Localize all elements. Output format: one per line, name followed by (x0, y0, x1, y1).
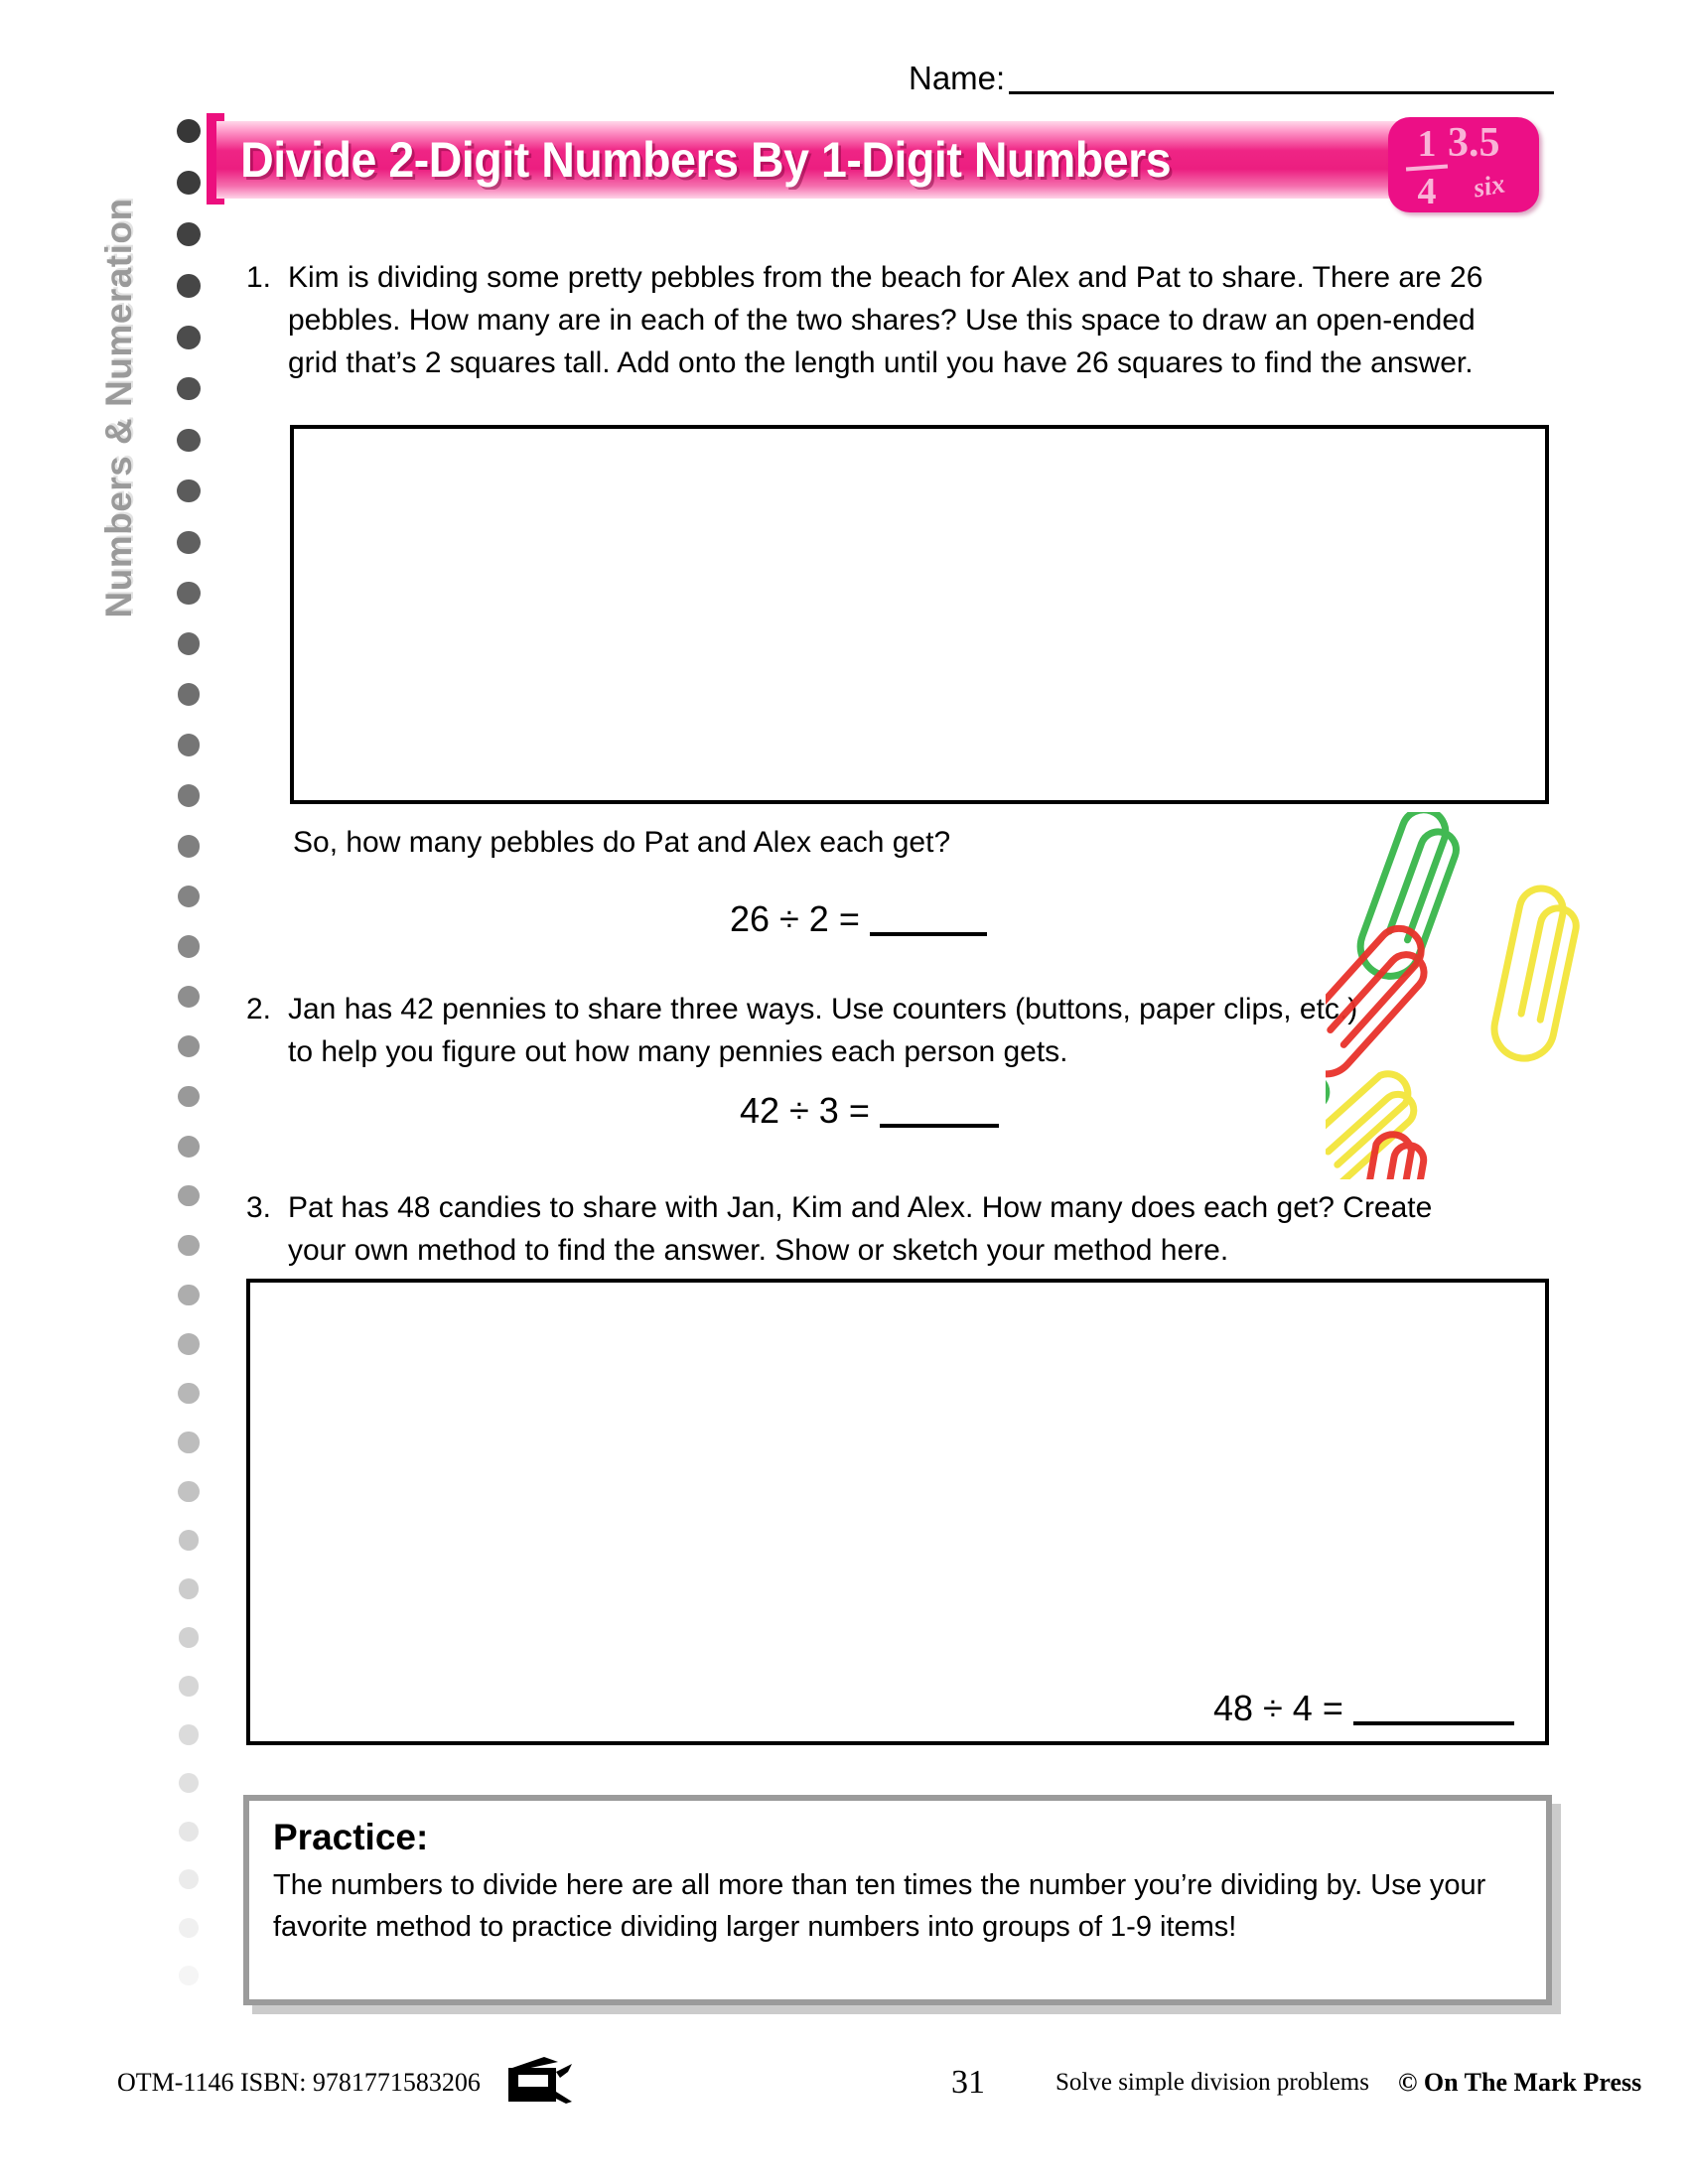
page-number: 31 (951, 2064, 985, 2101)
question-3-text: Pat has 48 candies to share with Jan, Kim and Alex. How many does each get? Create your own method to find the answer. Show or sketch your method here. (288, 1191, 1433, 1267)
equation-2-expression: 42 ÷ 3 = (740, 1090, 870, 1131)
binding-hole (177, 274, 201, 298)
spiral-binding (169, 119, 209, 1985)
equation-1-answer-blank[interactable] (870, 932, 987, 936)
binding-hole (179, 1869, 199, 1889)
binding-hole (179, 1773, 199, 1793)
binding-hole (177, 377, 200, 400)
question-1-number: 1. (246, 261, 272, 294)
binding-hole (178, 734, 201, 756)
binding-hole (177, 222, 201, 246)
equation-1 (730, 898, 987, 940)
name-field-row (909, 62, 1554, 94)
name-write-in-line[interactable] (1009, 62, 1554, 94)
badge-word: six (1471, 168, 1507, 204)
badge-decimal: 3.5 (1448, 120, 1500, 166)
binding-hole (179, 1530, 200, 1551)
binding-hole (177, 171, 201, 195)
question-1 (246, 256, 1502, 384)
binding-hole (177, 119, 201, 143)
binding-hole (178, 886, 200, 907)
badge-fraction (1402, 123, 1452, 212)
question-1-text: Kim is dividing some pretty pebbles from the beach for Alex and Pat to share. There are 26 pebbles. How many are in each of the two shares? Use this space to draw an open-ended grid that’s 2 squares tall. Add onto the length until you have 26 squares to find the answer. (288, 261, 1483, 379)
binding-hole (179, 1627, 200, 1648)
binding-hole (178, 1185, 200, 1207)
binding-hole (178, 986, 200, 1008)
strand-label: Numbers & Numeration (98, 198, 139, 618)
level-badge (1388, 117, 1539, 212)
footer-copyright: © On The Mark Press (1398, 2068, 1642, 2097)
badge-denominator: 4 (1417, 171, 1437, 212)
binding-hole (179, 1918, 199, 1938)
binding-hole (178, 835, 200, 857)
page-footer (117, 2053, 1642, 2113)
question-2 (246, 988, 1378, 1073)
binding-hole (179, 1966, 199, 1985)
binding-hole (179, 1676, 200, 1697)
binding-hole (178, 784, 201, 807)
equation-3-expression: 48 ÷ 4 = (1213, 1688, 1343, 1728)
footer-objective: Solve simple division problems (1055, 2069, 1369, 2096)
work-area-box-1[interactable] (290, 425, 1549, 804)
question-3 (246, 1186, 1468, 1272)
binding-hole (179, 1578, 200, 1599)
binding-hole (177, 326, 201, 349)
practice-text: The numbers to divide here are all more than ten times the number you’re dividing by. Use your favorite method to practice dividing larger numbers into groups of 1-9 items! (273, 1869, 1486, 1943)
equation-2-answer-blank[interactable] (880, 1124, 999, 1128)
equation-3 (1213, 1688, 1514, 1729)
binding-hole (178, 935, 200, 957)
practice-title: Practice: (273, 1817, 429, 1857)
binding-hole (178, 683, 201, 706)
binding-hole (178, 1035, 200, 1057)
binding-hole (179, 1822, 199, 1842)
worksheet-title: Divide 2-Digit Numbers By 1-Digit Numbers (240, 132, 1172, 188)
sub-prompt-text: So, how many pebbles do Pat and Alex each get? (293, 826, 951, 859)
name-label: Name: (909, 60, 1006, 96)
binding-hole (178, 1086, 200, 1108)
binding-hole (177, 531, 200, 554)
title-banner (216, 121, 1497, 199)
question-3-number: 3. (246, 1191, 272, 1224)
binding-hole (179, 1724, 200, 1745)
binding-hole (178, 1432, 199, 1452)
practice-box (243, 1795, 1552, 2005)
equation-2 (740, 1090, 999, 1132)
question-2-number: 2. (246, 993, 272, 1025)
equation-1-expression: 26 ÷ 2 = (730, 898, 860, 939)
binding-hole (178, 1383, 199, 1404)
equation-3-answer-blank[interactable] (1353, 1721, 1514, 1725)
binding-hole (178, 632, 201, 655)
binding-hole (177, 429, 200, 452)
footer-isbn: OTM-1146 ISBN: 9781771583206 (117, 2068, 481, 2097)
badge-numerator: 1 (1417, 123, 1437, 165)
binding-hole (178, 1481, 199, 1502)
work-area-box-2[interactable] (246, 1279, 1549, 1745)
question-2-text: Jan has 42 pennies to share three ways. Use counters (buttons, paper clips, etc.) to help you figure out how many pennies each person gets. (288, 993, 1358, 1068)
binding-hole (178, 1333, 199, 1354)
binding-hole (178, 1285, 200, 1306)
publisher-logo-icon (502, 2056, 574, 2110)
binding-hole (178, 1136, 200, 1158)
binding-hole (177, 479, 200, 502)
binding-hole (178, 1235, 200, 1257)
binding-hole (177, 582, 200, 605)
